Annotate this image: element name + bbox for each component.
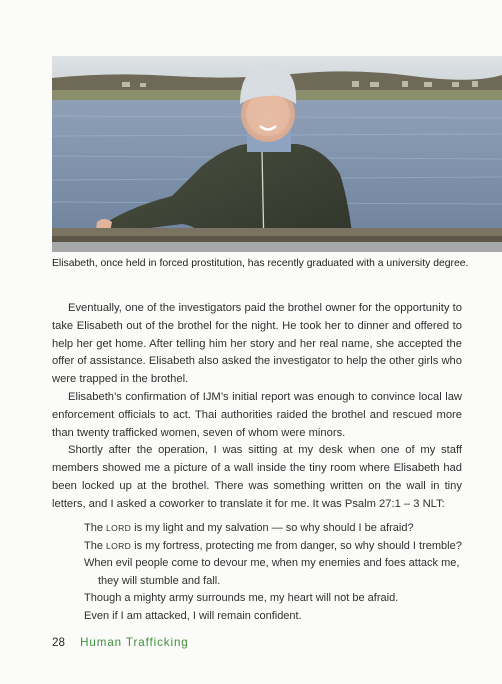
lord-small-caps: LORD	[106, 540, 132, 551]
paragraph: Shortly after the operation, I was sitting at my desk when one of my staff members showed me a picture of a wall inside the tiny room where Elisabeth had been locked up at the brothel. There was something written on the wall in tiny letters, and I asked a coworker to translate it for me. It was Psalm 27:1 – 3 NLT:	[52, 444, 462, 510]
photo-caption: Elisabeth, once held in forced prostitution, has recently graduated with a university degree.	[52, 258, 469, 269]
verse-line: The LORD is my light and my salvation — so why should I be afraid?	[84, 522, 414, 534]
running-title: Human Trafficking	[80, 636, 189, 649]
lord-small-caps: LORD	[106, 523, 132, 533]
verse-line: they will stumble and fall.	[98, 574, 221, 587]
photo	[52, 56, 502, 252]
page-number: 28	[52, 636, 65, 649]
verse-line: The LORD is my fortress, protecting me from danger, so why should I tremble?	[84, 539, 462, 552]
page-footer	[52, 636, 189, 649]
paragraph: Elisabeth’s confirmation of IJM’s initial report was enough to convince local law enforcement officials to act. Thai authorities raided the brothel and rescued more than twenty trafficked women, seven of whom were minors.	[52, 390, 462, 439]
body-text	[52, 300, 462, 514]
scripture-quote	[84, 520, 462, 626]
paragraph: Eventually, one of the investigators paid the brothel owner for the opportunity to take Elisabeth out of the brothel for the night. He took her to dinner and offered to help her get home. After telling him her story and her real name, she accepted the offer of assistance. Elisabeth also asked the investigator to help the other girls who were trapped in the brothel.	[52, 302, 462, 386]
verse-line: When evil people come to devour me, when my enemies and foes attack me,	[84, 557, 460, 570]
verse-line: Though a mighty army surrounds me, my heart will not be afraid.	[84, 592, 399, 605]
verse-line: Even if I am attacked, I will remain confident.	[84, 609, 302, 622]
photo-illustration	[52, 56, 502, 252]
